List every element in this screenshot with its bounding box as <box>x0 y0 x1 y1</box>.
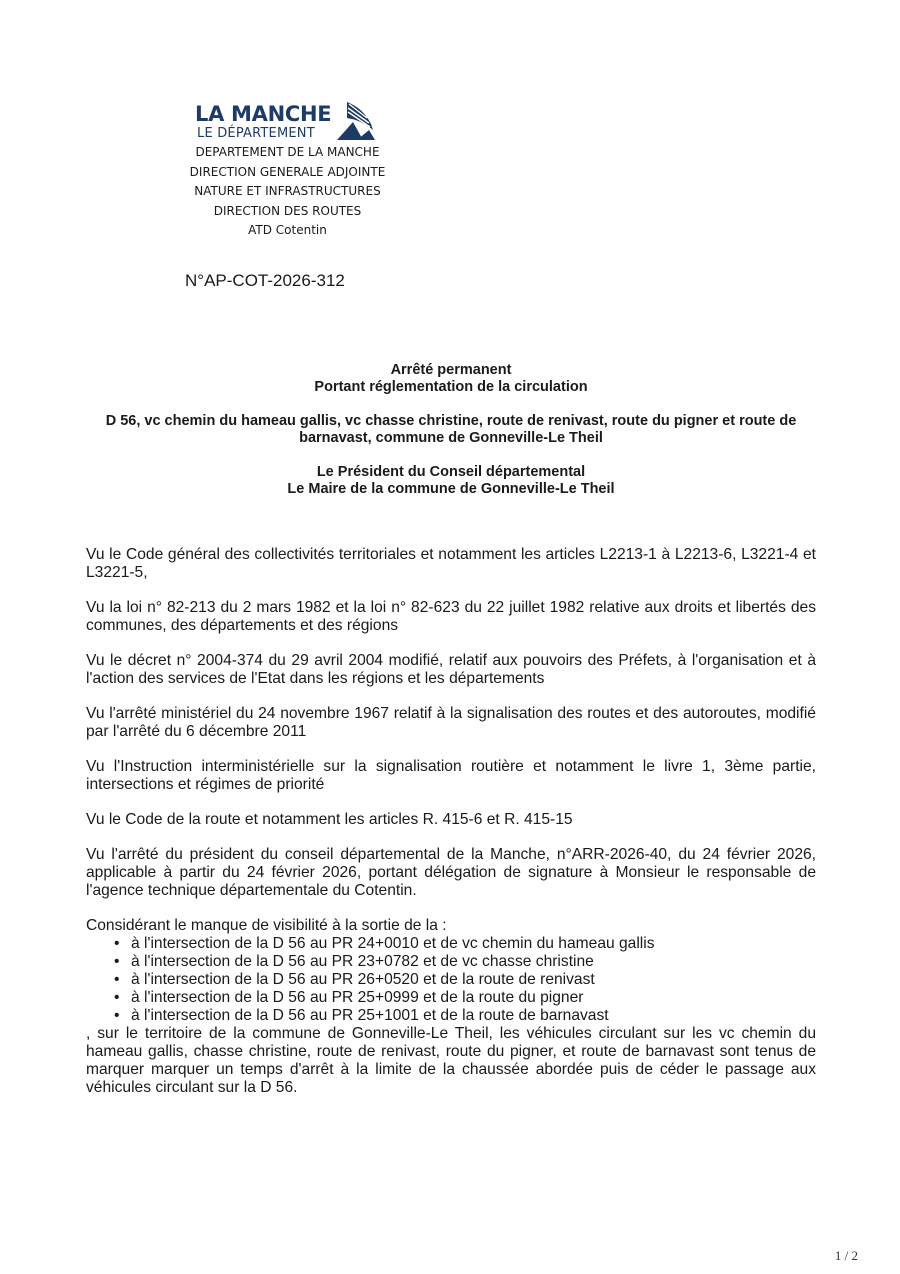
decree-reference: N°AP-COT-2026-312 <box>185 271 345 290</box>
decree-body <box>86 546 816 1097</box>
logo-sail-icon <box>333 98 379 144</box>
department-header <box>160 143 415 241</box>
vu-paragraph: Vu la loi n° 82-213 du 2 mars 1982 et la loi n° 82-623 du 22 juillet 1982 relative aux droits et libertés des communes, des départements et des régions <box>86 599 816 634</box>
authority-line: Le Maire de la commune de Gonneville-Le Theil <box>287 481 615 497</box>
list-item: • à l'intersection de la D 56 au PR 26+0520 et de la route de renivast <box>114 971 816 989</box>
authority-line: Le Président du Conseil départemental <box>316 464 586 480</box>
vu-paragraph: Vu le décret n° 2004-374 du 29 avril 2004 modifié, relatif aux pouvoirs des Préfets, à l'organisation et à l'action des services de l'Etat dans les régions et les départements <box>86 652 816 687</box>
vu-paragraph: Vu le Code général des collectivités territoriales et notamment les articles L2213-1 à L2213-6, L3221-4 et L3221-5, <box>86 546 816 581</box>
dept-line: ATD Cotentin <box>248 223 327 237</box>
intersection-list <box>86 935 816 1025</box>
title-line: Arrêté permanent <box>390 362 512 378</box>
vu-paragraph: Vu l'Instruction interministérielle sur la signalisation routière et notamment le livre 1, 3ème partie, intersections et régimes de priorité <box>86 758 816 793</box>
dept-line: NATURE ET INFRASTRUCTURES <box>194 184 381 198</box>
decree-title <box>86 362 816 498</box>
considerant-intro: Considérant le manque de visibilité à la sortie de la : <box>86 917 447 934</box>
list-item: • à l'intersection de la D 56 au PR 25+1001 et de la route de barnavast <box>114 1007 816 1025</box>
list-item: • à l'intersection de la D 56 au PR 25+0999 et de la route du pigner <box>114 989 816 1007</box>
logo-subtitle: LE DÉPARTEMENT <box>197 126 315 141</box>
department-logo <box>193 98 383 144</box>
logo-title: LA MANCHE <box>195 102 332 126</box>
vu-paragraph: Vu le Code de la route et notamment les articles R. 415-6 et R. 415-15 <box>86 811 573 828</box>
dept-line: DEPARTEMENT DE LA MANCHE <box>195 145 380 159</box>
list-item: • à l'intersection de la D 56 au PR 24+0010 et de vc chemin du hameau gallis <box>114 935 816 953</box>
considerant-conclusion: , sur le territoire de la commune de Gonneville-Le Theil, les véhicules circulant sur les vc chemin du hameau gallis, chasse christine, route de renivast, route du pigner, et route de barnavast sont tenus de marquer marquer un temps d'arrêt à la limite de la chaussée abordée puis de céder le passage aux véhicules circulant sur la D 56. <box>86 1025 816 1096</box>
vu-paragraph: Vu l'arrêté ministériel du 24 novembre 1967 relatif à la signalisation des routes et des autoroutes, modifié par l'arrêté du 6 décembre 2011 <box>86 705 816 740</box>
page-number: 1 / 2 <box>834 1248 858 1263</box>
vu-paragraph: Vu l'arrêté du président du conseil départemental de la Manche, n°ARR-2026-40, du 24 février 2026, applicable à partir du 24 février 2026, portant délégation de signature à Monsieur le responsable de l'agence technique départementale du Cotentin. <box>86 846 816 899</box>
decree-subject: D 56, vc chemin du hameau gallis, vc chasse christine, route de renivast, route du pigner et route de barnavast, commune de Gonneville-Le Theil <box>105 413 797 446</box>
dept-line: DIRECTION DES ROUTES <box>213 203 362 218</box>
list-item: • à l'intersection de la D 56 au PR 23+0782 et de vc chasse christine <box>114 953 816 971</box>
dept-line: DIRECTION GENERALE ADJOINTE <box>189 164 386 179</box>
title-line: Portant réglementation de la circulation <box>314 379 588 395</box>
